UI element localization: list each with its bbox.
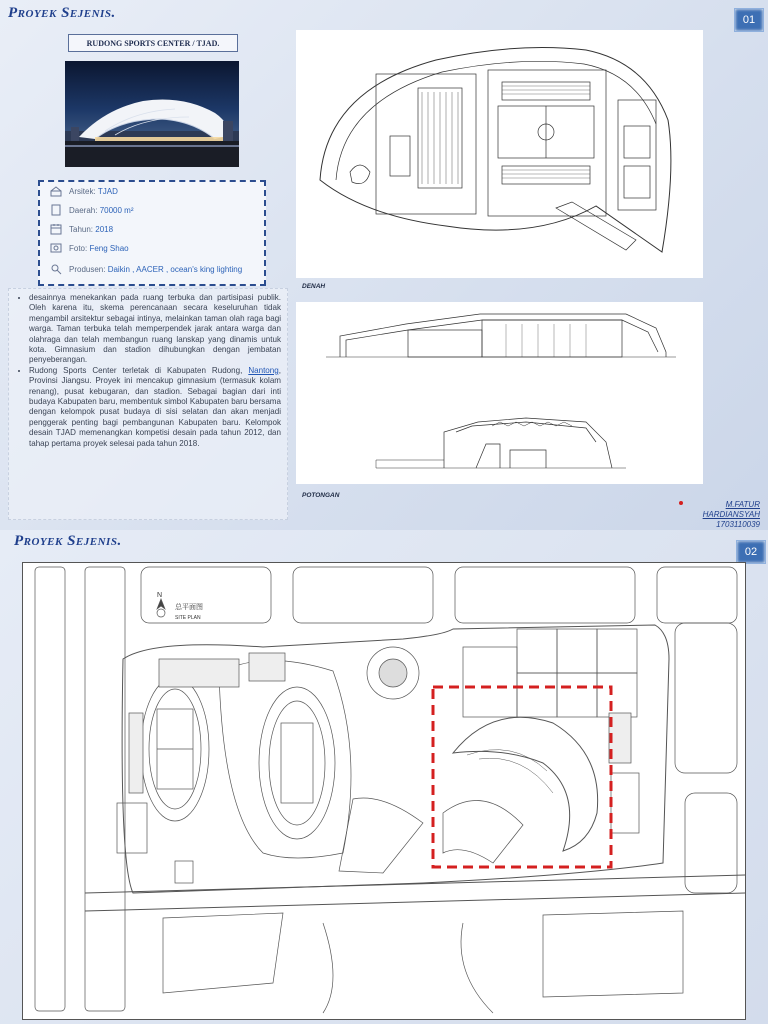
author-block — [703, 500, 760, 530]
north-label: N — [157, 592, 163, 599]
author-name-last: HARDIANSYAH — [702, 510, 760, 519]
building-photo — [65, 61, 239, 167]
author-bullet — [679, 501, 683, 505]
calendar-icon — [50, 223, 62, 235]
nantong-link[interactable]: Nantong — [248, 365, 279, 375]
manufacturer-icon — [50, 263, 62, 275]
area-icon — [50, 204, 62, 216]
site-plan-drawing — [22, 562, 746, 1020]
slide-number-badge: 02 — [736, 540, 766, 564]
section-drawing — [296, 302, 703, 484]
architect-icon — [50, 185, 62, 197]
description-paragraph-2: • Rudong Sports Center terletak di Kabupaten Rudong, Nantong, Provinsi Jiangsu. Proyek ini mencakup gimnasium (termasuk kolam renang), pusat kebugaran, dan stadion. Sebagai bagian dari inti budaya Kabupaten baru, membentuk simbol Kabupaten baru bersama dengan kelompok pusat budaya di sisi selatan dan akan menjadi penggerak penting bagi pembangunan Kabupaten baru. Kelompok desain TJAD memenangkan kompetisi desain pada tahun 2012, dan tahap pertama proyek selesai pada tahun 2018. — [29, 366, 281, 449]
info-foto: Foto: Feng Shao — [50, 242, 129, 254]
slide-title: Proyek Sejenis. — [14, 533, 122, 549]
project-info-box — [38, 180, 266, 286]
description-paragraph-1: • desainnya menekankan pada ruang terbuka dan partisipasi publik. Oleh karena itu, skema perencanaan secara keseluruhan tidak mengambil arsitektur sebagai intinya, melainkan taman olah raga bagi warga. Taman terbuka telah memperpendek jarak antara warga dan olahraga dan telah membangun ruang lanskap yang dinamis untuk kota. Gimnasium dan stadion dihubungkan dengan jembatan penyeberangan. — [29, 293, 281, 366]
floor-plan-drawing — [296, 30, 703, 278]
info-tahun: Tahun: 2018 — [50, 223, 113, 235]
info-arsitek: Arsitek: TJAD — [50, 185, 118, 197]
project-label: RUDONG SPORTS CENTER / TJAD. — [68, 34, 238, 52]
highlight-box — [433, 687, 611, 867]
caption-denah: DENAH — [302, 283, 326, 290]
photo-icon — [50, 242, 62, 254]
author-name-first: M.FATUR — [725, 500, 760, 509]
site-plan-title-en: SITE PLAN — [175, 615, 201, 621]
site-plan-title-cn: 总平面图 — [175, 604, 203, 611]
info-produsen: Produsen: Daikin , AACER , ocean's king lighting — [50, 263, 242, 275]
slide-title: Proyek Sejenis. — [8, 5, 116, 21]
author-id: 1703110039 — [716, 520, 760, 529]
info-daerah: Daerah: 70000 m² — [50, 204, 134, 216]
caption-potongan: POTONGAN — [302, 492, 340, 499]
project-description — [8, 288, 288, 520]
slide-number-badge: 01 — [734, 8, 764, 32]
